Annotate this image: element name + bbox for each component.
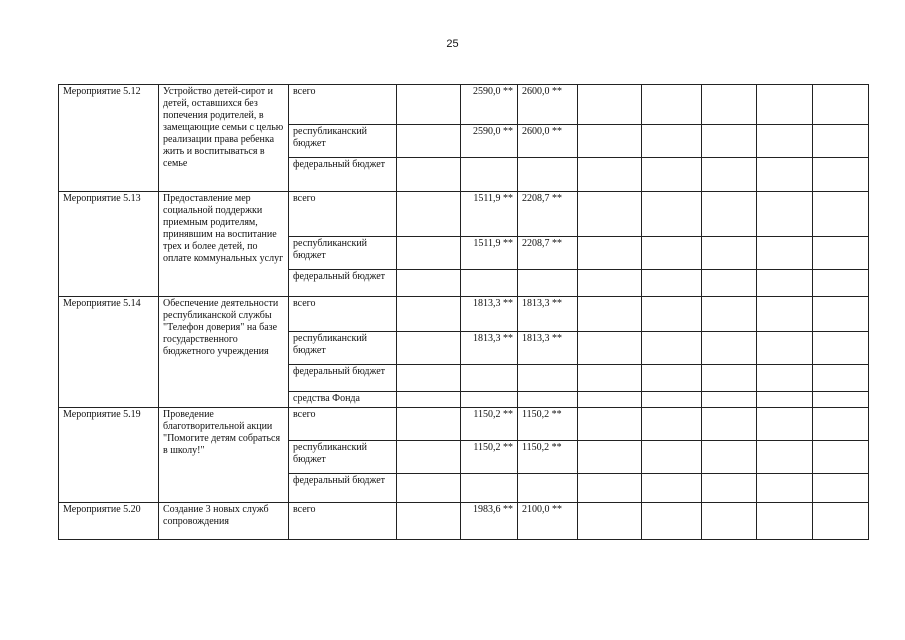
funding-source-cell: всего (289, 408, 397, 441)
empty-cell (578, 192, 642, 237)
empty-cell (397, 503, 461, 540)
funding-source-cell: республиканский бюджет (289, 237, 397, 270)
description-cell: Создание 3 новых служб сопровождения (159, 503, 289, 540)
empty-cell (397, 237, 461, 270)
empty-cell (397, 392, 461, 408)
empty-cell (642, 503, 702, 540)
empty-cell (702, 297, 757, 332)
empty-cell (578, 365, 642, 392)
empty-cell (578, 392, 642, 408)
empty-cell (702, 158, 757, 192)
empty-cell (397, 474, 461, 503)
empty-cell (702, 85, 757, 125)
empty-cell (757, 392, 813, 408)
value-cell-2: 2100,0 ** (518, 503, 578, 540)
table-row (59, 85, 869, 125)
event-cell: Мероприятие 5.14 (59, 297, 159, 408)
value-cell-2: 1150,2 ** (518, 441, 578, 474)
budget-table (58, 84, 869, 540)
value-cell-2: 2600,0 ** (518, 125, 578, 158)
empty-cell (397, 158, 461, 192)
empty-cell (397, 365, 461, 392)
value-cell-1: 1511,9 ** (461, 192, 518, 237)
empty-cell (757, 158, 813, 192)
empty-cell (642, 474, 702, 503)
funding-source-cell: федеральный бюджет (289, 158, 397, 192)
empty-cell (702, 408, 757, 441)
empty-cell (397, 85, 461, 125)
empty-cell (702, 441, 757, 474)
funding-source-cell: федеральный бюджет (289, 474, 397, 503)
empty-cell (578, 237, 642, 270)
funding-source-cell: всего (289, 85, 397, 125)
empty-cell (757, 125, 813, 158)
table-body (59, 85, 869, 540)
empty-cell (757, 270, 813, 297)
value-cell-1: 1511,9 ** (461, 237, 518, 270)
empty-cell (578, 297, 642, 332)
empty-cell (813, 192, 869, 237)
value-cell-2 (518, 365, 578, 392)
value-cell-2: 2208,7 ** (518, 192, 578, 237)
funding-source-cell: республиканский бюджет (289, 125, 397, 158)
funding-source-cell: всего (289, 297, 397, 332)
empty-cell (757, 237, 813, 270)
event-cell: Мероприятие 5.20 (59, 503, 159, 540)
empty-cell (642, 297, 702, 332)
empty-cell (397, 441, 461, 474)
empty-cell (397, 270, 461, 297)
empty-cell (813, 332, 869, 365)
empty-cell (813, 125, 869, 158)
empty-cell (397, 192, 461, 237)
empty-cell (702, 237, 757, 270)
empty-cell (757, 441, 813, 474)
empty-cell (702, 474, 757, 503)
value-cell-1 (461, 365, 518, 392)
value-cell-1: 1813,3 ** (461, 332, 518, 365)
empty-cell (702, 125, 757, 158)
value-cell-1 (461, 474, 518, 503)
empty-cell (813, 297, 869, 332)
value-cell-2 (518, 158, 578, 192)
event-cell: Мероприятие 5.13 (59, 192, 159, 297)
empty-cell (813, 85, 869, 125)
value-cell-2: 2208,7 ** (518, 237, 578, 270)
empty-cell (642, 192, 702, 237)
empty-cell (642, 365, 702, 392)
value-cell-1 (461, 158, 518, 192)
empty-cell (397, 332, 461, 365)
funding-source-cell: федеральный бюджет (289, 270, 397, 297)
description-cell: Предоставление мер социальной поддержки приемным родителям, принявшим на воспитание трех и более детей, по оплате коммунальных услуг (159, 192, 289, 297)
value-cell-2: 2600,0 ** (518, 85, 578, 125)
empty-cell (813, 270, 869, 297)
value-cell-1: 1150,2 ** (461, 441, 518, 474)
empty-cell (397, 408, 461, 441)
empty-cell (702, 503, 757, 540)
description-cell: Устройство детей-сирот и детей, оставшихся без попечения родителей, в замещающие семьи с целью реализации права ребенка жить и воспитываться в семье (159, 85, 289, 192)
empty-cell (642, 158, 702, 192)
empty-cell (578, 158, 642, 192)
empty-cell (642, 332, 702, 365)
empty-cell (578, 441, 642, 474)
table-row (59, 297, 869, 332)
event-cell: Мероприятие 5.12 (59, 85, 159, 192)
empty-cell (578, 85, 642, 125)
empty-cell (578, 125, 642, 158)
event-cell: Мероприятие 5.19 (59, 408, 159, 503)
value-cell-1: 1983,6 ** (461, 503, 518, 540)
empty-cell (813, 158, 869, 192)
empty-cell (642, 441, 702, 474)
empty-cell (397, 297, 461, 332)
value-cell-1: 1813,3 ** (461, 297, 518, 332)
empty-cell (702, 192, 757, 237)
empty-cell (702, 332, 757, 365)
value-cell-2: 1813,3 ** (518, 332, 578, 365)
empty-cell (757, 85, 813, 125)
value-cell-2: 1813,3 ** (518, 297, 578, 332)
funding-source-cell: всего (289, 503, 397, 540)
value-cell-2: 1150,2 ** (518, 408, 578, 441)
empty-cell (813, 503, 869, 540)
empty-cell (813, 237, 869, 270)
description-cell: Проведение благотворительной акции "Помогите детям собраться в школу!" (159, 408, 289, 503)
value-cell-1: 1150,2 ** (461, 408, 518, 441)
empty-cell (813, 441, 869, 474)
empty-cell (642, 125, 702, 158)
page-number: 25 (446, 38, 459, 50)
empty-cell (757, 332, 813, 365)
empty-cell (578, 408, 642, 441)
table-row (59, 192, 869, 237)
empty-cell (642, 237, 702, 270)
empty-cell (578, 474, 642, 503)
empty-cell (642, 85, 702, 125)
value-cell-1: 2590,0 ** (461, 125, 518, 158)
empty-cell (813, 365, 869, 392)
empty-cell (642, 392, 702, 408)
value-cell-2 (518, 270, 578, 297)
value-cell-2 (518, 474, 578, 503)
empty-cell (578, 332, 642, 365)
funding-source-cell: республиканский бюджет (289, 441, 397, 474)
description-cell: Обеспечение деятельности республиканской службы "Телефон доверия" на базе государственного бюджетного учреждения (159, 297, 289, 408)
table-row (59, 408, 869, 441)
empty-cell (578, 270, 642, 297)
value-cell-1: 2590,0 ** (461, 85, 518, 125)
empty-cell (702, 365, 757, 392)
empty-cell (757, 474, 813, 503)
empty-cell (813, 408, 869, 441)
empty-cell (642, 270, 702, 297)
empty-cell (757, 503, 813, 540)
value-cell-2 (518, 392, 578, 408)
funding-source-cell: всего (289, 192, 397, 237)
empty-cell (813, 392, 869, 408)
funding-source-cell: федеральный бюджет (289, 365, 397, 392)
funding-source-cell: республиканский бюджет (289, 332, 397, 365)
empty-cell (757, 297, 813, 332)
value-cell-1 (461, 270, 518, 297)
empty-cell (757, 365, 813, 392)
table-row (59, 503, 869, 540)
empty-cell (757, 408, 813, 441)
empty-cell (757, 192, 813, 237)
empty-cell (813, 474, 869, 503)
empty-cell (397, 125, 461, 158)
funding-source-cell: средства Фонда (289, 392, 397, 408)
empty-cell (642, 408, 702, 441)
empty-cell (702, 392, 757, 408)
empty-cell (578, 503, 642, 540)
value-cell-1 (461, 392, 518, 408)
empty-cell (702, 270, 757, 297)
